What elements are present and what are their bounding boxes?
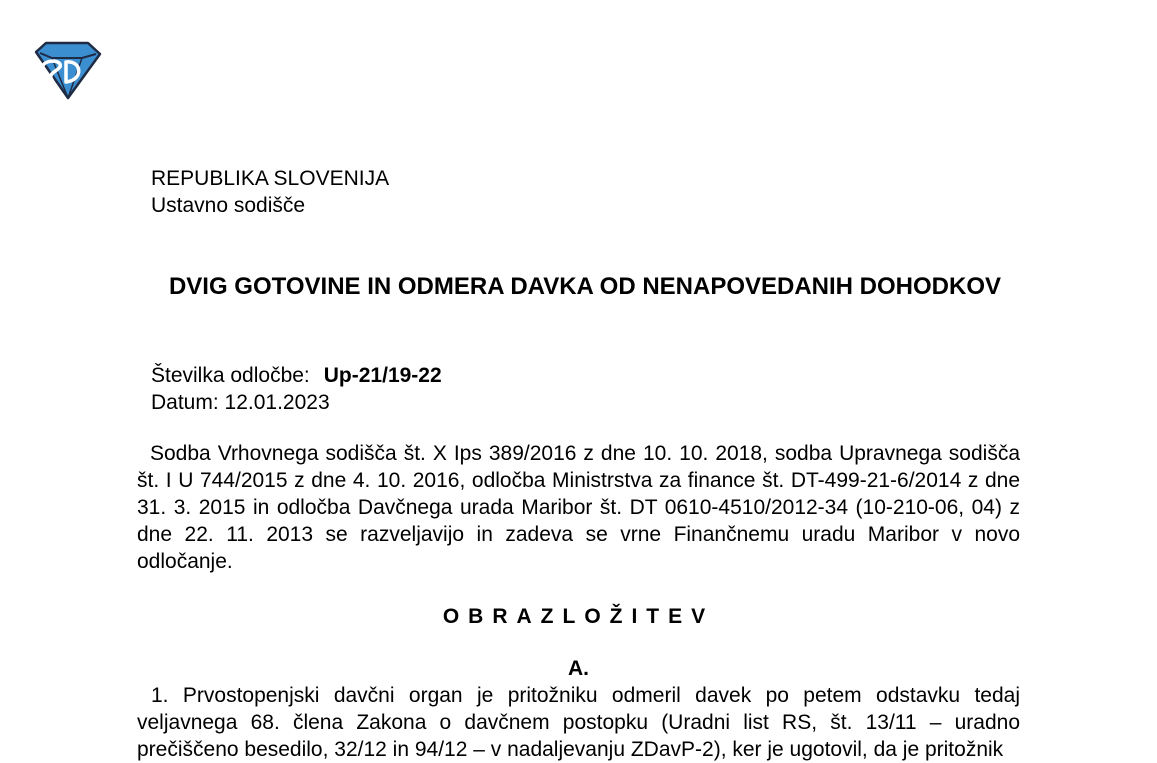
section-heading-a: A. bbox=[568, 657, 589, 680]
diamond-emblem-icon bbox=[36, 43, 100, 98]
issuer-court: Ustavno sodišče bbox=[151, 194, 306, 217]
decision-number-row bbox=[151, 362, 442, 389]
decision-summary: Sodba Vrhovnega sodišča št. X Ips 389/2016 z dne 10. 10. 2018, sodba Upravnega sodišča št. I U 744/2015 z dne 4. 10. 2016, odločba Ministrstva za finance št. DT-499-21-6/2014 z dne 31. 3. 2015 in odločba Davčnega urada Maribor št. DT 0610-4510/2012-34 (10-210-06, 04) z dne 22. 11. 2013 se razveljavijo in zadeva se vrne Finančnemu uradu Maribor v novo odločanje. bbox=[137, 442, 1020, 573]
court-logo bbox=[30, 40, 104, 100]
decision-meta bbox=[151, 362, 442, 416]
issuer-country: REPUBLIKA SLOVENIJA bbox=[151, 167, 390, 190]
document-title: DVIG GOTOVINE IN ODMERA DAVKA OD NENAPOVEDANIH DOHODKOV bbox=[168, 273, 1002, 300]
paragraph-1: 1. Prvostopenjski davčni organ je pritožniku odmeril davek po petem odstavku tedaj veljavnega 68. člena Zakona o davčnem postopku (Uradni list RS, št. 13/11 – uradno prečiščeno besedilo, 32/12 in 94/12 – v nadaljevanju ZDavP-2), ker je ugotovil, da je pritožnik bbox=[137, 684, 1020, 761]
decision-number-label: Številka odločbe: bbox=[151, 364, 310, 387]
issuer-block bbox=[151, 165, 389, 219]
reasoning-heading: OBRAZLOŽITEV bbox=[442, 605, 715, 628]
decision-number: Up-21/19-22 bbox=[323, 364, 442, 387]
decision-date: Datum: 12.01.2023 bbox=[151, 391, 330, 414]
